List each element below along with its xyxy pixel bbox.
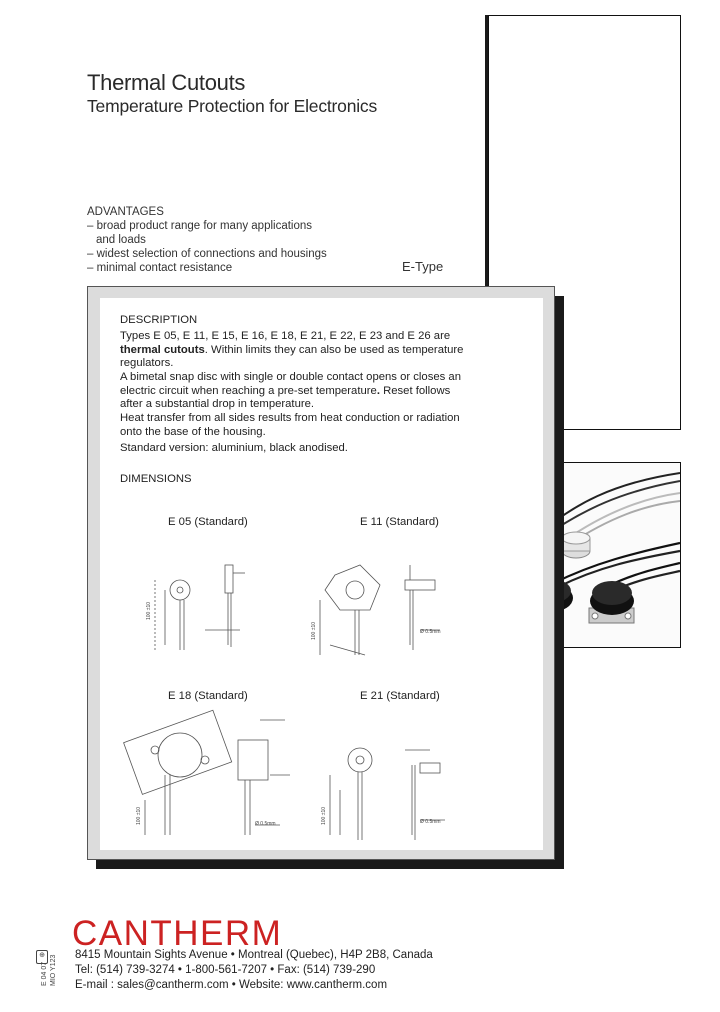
svg-text:100 ±10: 100 ±10 bbox=[311, 621, 317, 640]
footer-web: E-mail : sales@cantherm.com • Website: www.cantherm.com bbox=[75, 979, 388, 991]
svg-text:Ø 0.5mm: Ø 0.5mm bbox=[420, 629, 441, 635]
dimension-caption-e21: E 21 (Standard) bbox=[360, 690, 440, 702]
description-bold-term: thermal cutouts bbox=[120, 343, 205, 356]
dimension-caption-e05: E 05 (Standard) bbox=[168, 516, 248, 528]
advantage-item: and loads bbox=[96, 234, 146, 246]
advantages-heading: ADVANTAGES bbox=[87, 206, 164, 218]
advantage-item: – minimal contact resistance bbox=[87, 262, 233, 274]
description-bold-term: . bbox=[376, 384, 380, 397]
e21-drawing bbox=[330, 748, 445, 840]
advantage-item: – broad product range for many applications bbox=[87, 220, 313, 232]
dimensions-heading: DIMENSIONS bbox=[120, 473, 192, 485]
advantage-item: – widest selection of connections and housings bbox=[87, 248, 327, 260]
document-code-line-2: MIO Y123 bbox=[50, 954, 57, 986]
svg-text:Ø 0.5mm: Ø 0.5mm bbox=[255, 821, 276, 827]
svg-text:100 ±10: 100 ±10 bbox=[136, 806, 142, 825]
description-text: Reset follows after a substantial drop in temperature. bbox=[120, 384, 451, 411]
page-title: Thermal Cutouts bbox=[87, 70, 246, 95]
e11-drawing bbox=[320, 565, 440, 655]
footer-phone: Tel: (514) 739-3274 • 1-800-561-7207 • Fax: (514) 739-290 bbox=[75, 964, 376, 976]
dimension-drawings bbox=[120, 535, 540, 855]
certification-mark-icon: ⊕ bbox=[36, 950, 48, 964]
description-text: A bimetal snap disc with single or double contact opens or closes an electric circuit when reaching a pre-set temperature bbox=[120, 371, 461, 397]
svg-text:100 ±10: 100 ±10 bbox=[146, 601, 152, 620]
svg-text:Ø 0.5mm: Ø 0.5mm bbox=[420, 819, 441, 825]
advantages-block bbox=[87, 205, 327, 275]
e05-drawing bbox=[155, 565, 245, 650]
brand-logo: CANTHERM bbox=[72, 914, 283, 953]
description-paragraph-4: Standard version: aluminium, black anodised. bbox=[120, 442, 348, 454]
dimension-caption-e18: E 18 (Standard) bbox=[168, 690, 248, 702]
etype-label: E-Type bbox=[402, 259, 444, 274]
e18-drawing bbox=[124, 710, 290, 835]
document-code-line-1: E 04 07 bbox=[41, 961, 48, 986]
page-subtitle: Temperature Protection for Electronics bbox=[87, 96, 378, 116]
description-text: Types E 05, E 11, E 15, E 16, E 18, E 21, E 22, E 23 and E 26 are bbox=[120, 330, 451, 342]
svg-text:100 ±10: 100 ±10 bbox=[321, 806, 327, 825]
description-paragraph-3: Heat transfer from all sides results from heat conduction or radiation onto the base of the housing. bbox=[120, 412, 460, 438]
description-text: . Within limits they can also be used as temperature regulators. bbox=[120, 343, 464, 370]
description-paragraph-1 bbox=[120, 330, 475, 371]
description-heading: DESCRIPTION bbox=[120, 314, 198, 326]
description-paragraph-2 bbox=[120, 371, 475, 412]
footer-address: 8415 Mountain Sights Avenue • Montreal (Quebec), H4P 2B8, Canada bbox=[75, 949, 433, 961]
dimension-caption-e11: E 11 (Standard) bbox=[360, 516, 439, 528]
